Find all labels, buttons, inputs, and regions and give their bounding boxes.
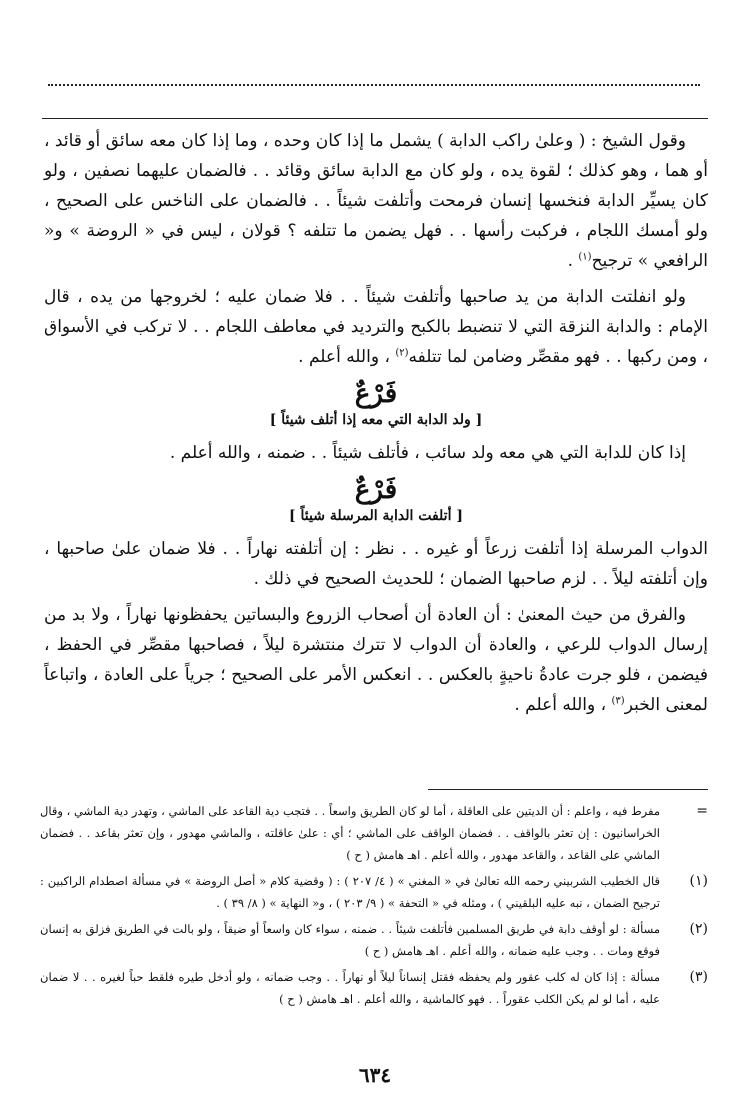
footnote-number: (٢) bbox=[689, 921, 708, 937]
heading-subtitle: [ أتلفت الدابة المرسلة شيئاً ] bbox=[289, 508, 463, 524]
paragraph-4: الدواب المرسلة إذا أتلفت زرعاً أو غيره . . نظر : إن أتلفته نهاراً . . فلا ضمان علىٰ صاحبها ، وإن أتلفته ليلاً . . لزم صاحبها الضمان ؛ للحديث الصحيح في ذلك . bbox=[44, 539, 708, 589]
footnote-ref-3[interactable]: (٣) bbox=[611, 695, 625, 707]
paragraph-1: وقول الشيخ : ( وعلىٰ راكب الدابة ) يشمل ما إذا كان وحده ، وما إذا كان معه سائق أو قائد ، أو هما ، وهو كذلك ؛ لقوة يده ، ولو كان مع الدابة سائق وقائد . . فالضمان عليهما نصفين ، ولو كان يسيِّر الدابة فنخسها إنسان فرمحت وأتلفت شيئاً . . فالضمان على الناخس على الصحيح ، ولو أمسك اللجام ، فركبت رأسها . . فهل يضمن ما تتلفه ؟ قولان ، ليس في « الروضة » و« الرافعي » ترجيح$^{(١)}$ . bbox=[44, 131, 708, 271]
footnote-rule bbox=[428, 789, 708, 790]
paragraph-5: والفرق من حيث المعنىٰ : أن العادة أن أصحاب الزروع والبساتين يحفظونها نهاراً ، ولا بد من إرسال الدواب للرعي ، والعادة أن الدواب لا تترك منتشرة ليلاً ، فصاحبها مقصِّر في الحفظ ، فيضمن ، فلو جرت عادةُ ناحيةٍ بالعكس . . انعكس الأمر على الصحيح ؛ جرياً على العادة ، واتباعاً لمعنى الخبر$^{(٣)}$ ، والله أعلم . bbox=[44, 605, 708, 715]
footnote-ref-1[interactable]: (١) bbox=[578, 251, 592, 263]
footnote-text: مفرط فيه ، واعلم : أن الديتين على العاقلة ، أما لو كان الطريق واسعاً . . فتجب دية القاعد على الماشي ، وتهدر دية الماشي ، وقال الخراسانيون : إن تعثر بالواقف . . فضمان الواقف على الماشي ؛ أي : علىٰ عاقلته ، والماشي مهدور ، وإن تعثر بقاعد . . فضمان الماشي على القاعد ، والقاعد مهدور ، والله أعلم . اهـ هامش ( ح ) bbox=[40, 804, 660, 862]
footnote-1 bbox=[40, 870, 708, 914]
paragraph-2: ولو انفلتت الدابة من يد صاحبها وأتلفت شيئاً . . فلا ضمان عليه ؛ لخروجها من يده ، قال الإمام : والدابة النزقة التي لا تنضبط بالكبح والترديد في معاطف اللجام . . لا تركب في الأسواق ، ومن ركبها . . فهو مقصِّر وضامن لما تتلفه$^{(٢)}$ ، والله أعلم . bbox=[44, 287, 708, 367]
footnote-text: مسألة : لو أوقف دابة في طريق المسلمين فأتلفت شيئاً . . ضمنه ، سواء كان واسعاً أو ضيقاً ، ولو بالت في الطريق فزلق به إنسان فوقع ومات . . وجب عليه ضمانه ، والله أعلم . اهـ هامش ( ح ) bbox=[40, 922, 660, 958]
top-rule bbox=[42, 118, 708, 119]
dotted-separator bbox=[48, 84, 700, 96]
main-text bbox=[44, 126, 708, 726]
heading-word: فَرْعٌ bbox=[354, 475, 398, 505]
section-heading-1 bbox=[44, 378, 708, 430]
paragraph-3: إذا كان للدابة التي هي معه ولد سائب ، فأتلف شيئاً . . ضمنه ، والله أعلم . bbox=[169, 443, 686, 463]
footnote-ref-2[interactable]: (٢) bbox=[395, 347, 409, 359]
section-heading-2 bbox=[44, 474, 708, 526]
footnotes bbox=[40, 800, 708, 1014]
footnote-text: مسألة : إذا كان له كلب عقور ولم يحفظه فقتل إنساناً ليلاً أو نهاراً . . وجب ضمانه ، ولو أدخل طيره فلقط حباً لغيره . . لا ضمان عليه ، أما لو لم يكن الكلب عقوراً . . فهو كالماشية ، والله أعلم . اهـ هامش ( ح ) bbox=[40, 970, 660, 1006]
footnote-continuation bbox=[40, 800, 708, 866]
footnote-3 bbox=[40, 966, 708, 1010]
heading-word: فَرْعٌ bbox=[354, 379, 398, 409]
footnote-2 bbox=[40, 918, 708, 962]
footnote-text: قال الخطيب الشربيني رحمه الله تعالىٰ في « المغني » ( ٤/ ٢٠٧ ) : ( وقضية كلام « أصل الروضة » في مسألة اصطدام الراكبين : ترجيح الضمان ، نبه عليه البلقيني ) ، ومثله في « التحفة » ( ٩/ ٢٠٣ ) ، و« النهاية » ( ٨/ ٣٩ ) . bbox=[40, 874, 661, 910]
heading-subtitle: [ ولد الدابة التي معه إذا أتلف شيئاً ] bbox=[269, 412, 483, 428]
footnote-number: (٣) bbox=[689, 969, 708, 985]
page-number: ٦٣٤ bbox=[358, 1063, 392, 1087]
footnote-number: (١) bbox=[689, 873, 708, 889]
footnote-number: = bbox=[696, 803, 708, 819]
